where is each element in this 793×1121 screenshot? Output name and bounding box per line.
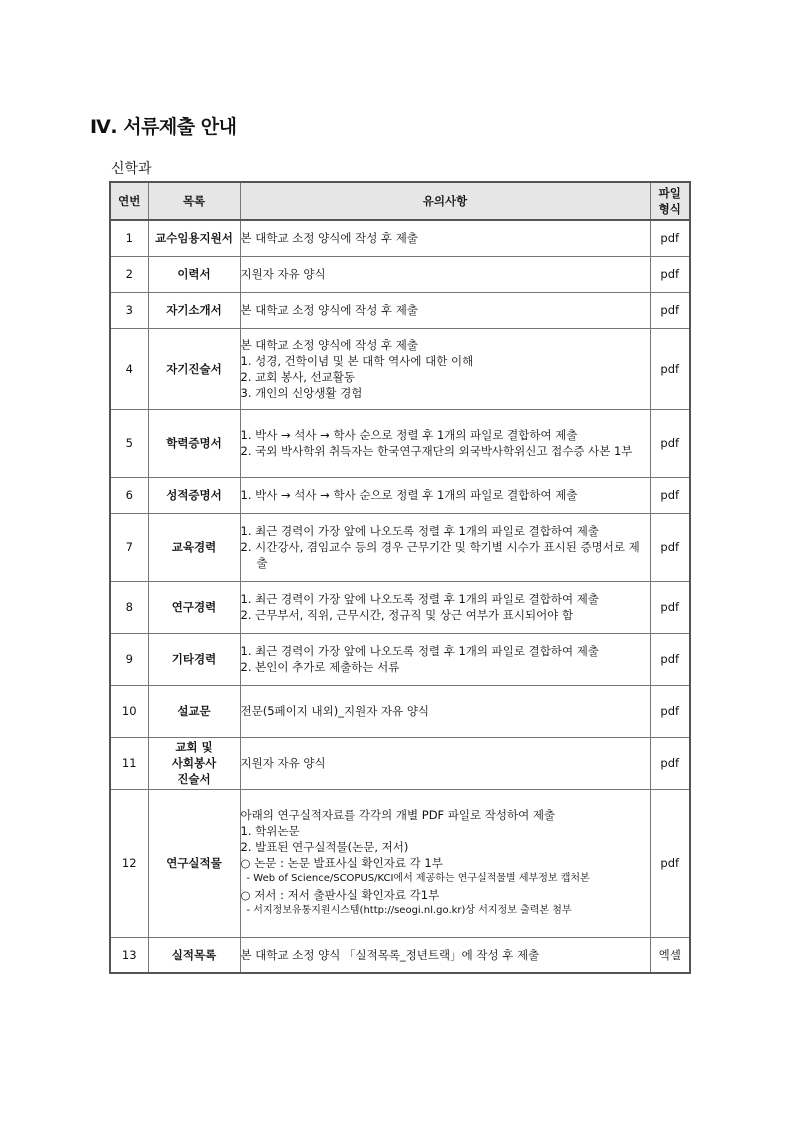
row-number: 12 <box>110 789 148 937</box>
file-format: pdf <box>650 789 690 937</box>
document-name-line: 진술서 <box>177 772 211 786</box>
document-notes <box>240 937 650 973</box>
file-format: pdf <box>650 328 690 409</box>
table-row <box>110 256 690 292</box>
document-name <box>148 937 240 973</box>
table-row <box>110 737 690 789</box>
document-name <box>148 581 240 633</box>
note-line: 2. 근무부서, 직위, 근무시간, 정규직 및 상근 여부가 표시되어야 함 <box>240 608 574 622</box>
row-number: 6 <box>110 477 148 513</box>
document-name <box>148 409 240 477</box>
note-line: 2. 발표된 연구실적물(논문, 저서) <box>240 840 409 854</box>
note-line: 1. 최근 경력이 가장 앞에 나오도록 정렬 후 1개의 파일로 결합하여 제출 <box>240 592 599 606</box>
section-title: Ⅳ. 서류제출 안내 <box>90 116 237 138</box>
document-notes <box>240 477 650 513</box>
department-label: 신학과 <box>111 161 152 177</box>
document-name-line: 자기소개서 <box>166 303 222 317</box>
header-format <box>650 182 690 220</box>
document-name-line: 연구경력 <box>171 600 217 614</box>
note-line: 본 대학교 소정 양식에 작성 후 제출 <box>240 337 418 352</box>
row-number: 5 <box>110 409 148 477</box>
table-row <box>110 292 690 328</box>
header-format-line1: 파일 <box>658 186 681 200</box>
document-notes <box>240 633 650 685</box>
document-name-line: 자기진술서 <box>166 361 222 376</box>
note-line: 2. 본인이 추가로 제출하는 서류 <box>240 660 400 674</box>
file-format: pdf <box>650 256 690 292</box>
document-name <box>148 292 240 328</box>
note-line: 지원자 자유 양식 <box>240 267 326 281</box>
document-name-line: 학력증명서 <box>166 436 222 450</box>
file-format: pdf <box>650 737 690 789</box>
document-name-line: 연구실적물 <box>166 856 222 870</box>
note-line: 아래의 연구실적자료를 각각의 개별 PDF 파일로 작성하여 제출 <box>240 808 556 822</box>
document-name-line: 이력서 <box>177 267 211 281</box>
table-row <box>110 633 690 685</box>
document-name-line: 사회봉사 <box>171 756 217 770</box>
document-notes <box>240 256 650 292</box>
note-line: 2. 국외 박사학위 취득자는 한국연구재단의 외국박사학위신고 접수증 사본 1부 <box>240 444 633 458</box>
document-name-line: 교회 및 <box>175 740 213 754</box>
note-line: ○ 논문 : 논문 발표사실 확인자료 각 1부 <box>240 856 443 870</box>
note-line: 1. 박사 → 석사 → 학사 순으로 정렬 후 1개의 파일로 결합하여 제출 <box>240 488 578 502</box>
document-notes <box>240 789 650 937</box>
note-line: ○ 저서 : 저서 출판사실 확인자료 각1부 <box>240 888 440 902</box>
file-format: pdf <box>650 685 690 737</box>
file-format: pdf <box>650 477 690 513</box>
document-name-line: 교수임용지원서 <box>155 231 233 246</box>
row-number: 10 <box>110 685 148 737</box>
file-format: 엑셀 <box>650 937 690 973</box>
document-notes <box>240 409 650 477</box>
document-notes <box>240 513 650 581</box>
document-table <box>109 181 691 974</box>
document-name <box>148 513 240 581</box>
document-notes <box>240 328 650 409</box>
note-line: 본 대학교 소정 양식에 작성 후 제출 <box>240 231 418 246</box>
note-line: 3. 개인의 신앙생활 경험 <box>240 385 363 400</box>
table-header-row <box>110 182 690 220</box>
document-name <box>148 256 240 292</box>
note-line: 전문(5페이지 내외)_지원자 자유 양식 <box>240 704 430 718</box>
note-line: 2. 교회 봉사, 선교활동 <box>240 369 355 384</box>
document-name-line: 실적목록 <box>171 947 217 962</box>
document-notes <box>240 581 650 633</box>
header-format-line2: 형식 <box>658 202 681 216</box>
file-format: pdf <box>650 581 690 633</box>
row-number: 8 <box>110 581 148 633</box>
table-row <box>110 581 690 633</box>
note-line: 본 대학교 소정 양식 「실적목록_정년트랙」에 작성 후 제출 <box>240 947 540 962</box>
table-row <box>110 220 690 256</box>
table-row <box>110 685 690 737</box>
file-format: pdf <box>650 513 690 581</box>
document-name-line: 설교문 <box>177 704 211 718</box>
document-notes <box>240 220 650 256</box>
document-name <box>148 477 240 513</box>
row-number: 4 <box>110 328 148 409</box>
document-name-line: 성적증명서 <box>166 488 222 502</box>
document-name-line: 교육경력 <box>171 540 217 554</box>
row-number: 7 <box>110 513 148 581</box>
note-line: 1. 최근 경력이 가장 앞에 나오도록 정렬 후 1개의 파일로 결합하여 제출 <box>240 644 599 658</box>
document-notes <box>240 292 650 328</box>
header-no: 연번 <box>110 182 148 220</box>
row-number: 1 <box>110 220 148 256</box>
file-format: pdf <box>650 409 690 477</box>
document-name <box>148 633 240 685</box>
header-item: 목록 <box>148 182 240 220</box>
file-format: pdf <box>650 633 690 685</box>
note-line: 1. 최근 경력이 가장 앞에 나오도록 정렬 후 1개의 파일로 결합하여 제출 <box>240 524 599 538</box>
note-line: 본 대학교 소정 양식에 작성 후 제출 <box>240 303 418 317</box>
row-number: 9 <box>110 633 148 685</box>
table-row <box>110 937 690 973</box>
note-line: 1. 성경, 건학이념 및 본 대학 역사에 대한 이해 <box>240 353 474 368</box>
table-body <box>110 220 690 973</box>
table-row <box>110 409 690 477</box>
document-name <box>148 789 240 937</box>
row-number: 2 <box>110 256 148 292</box>
note-line: - 서지정보유통지원시스템(http://seogi.nl.go.kr)상 서지정보 출력본 첨부 <box>246 905 572 916</box>
file-format: pdf <box>650 292 690 328</box>
table-row <box>110 328 690 409</box>
row-number: 13 <box>110 937 148 973</box>
table-row <box>110 789 690 937</box>
document-notes <box>240 737 650 789</box>
note-line: 1. 박사 → 석사 → 학사 순으로 정렬 후 1개의 파일로 결합하여 제출 <box>240 428 578 442</box>
document-name-line: 기타경력 <box>171 652 217 666</box>
file-format: pdf <box>650 220 690 256</box>
document-notes <box>240 685 650 737</box>
document-name <box>148 737 240 789</box>
document-name <box>148 220 240 256</box>
row-number: 3 <box>110 292 148 328</box>
note-line: - Web of Science/SCOPUS/KCI에서 제공하는 연구실적물별 세부정보 캡처본 <box>246 873 590 884</box>
note-line: 1. 학위논문 <box>240 824 300 838</box>
header-notes: 유의사항 <box>240 182 650 220</box>
row-number: 11 <box>110 737 148 789</box>
note-line: 2. 시간강사, 겸임교수 등의 경우 근무기간 및 학기별 시수가 표시된 증명서로 제출 <box>240 540 640 570</box>
table-row <box>110 513 690 581</box>
document-name <box>148 685 240 737</box>
document-name <box>148 328 240 409</box>
note-line: 지원자 자유 양식 <box>240 756 326 770</box>
table-row <box>110 477 690 513</box>
